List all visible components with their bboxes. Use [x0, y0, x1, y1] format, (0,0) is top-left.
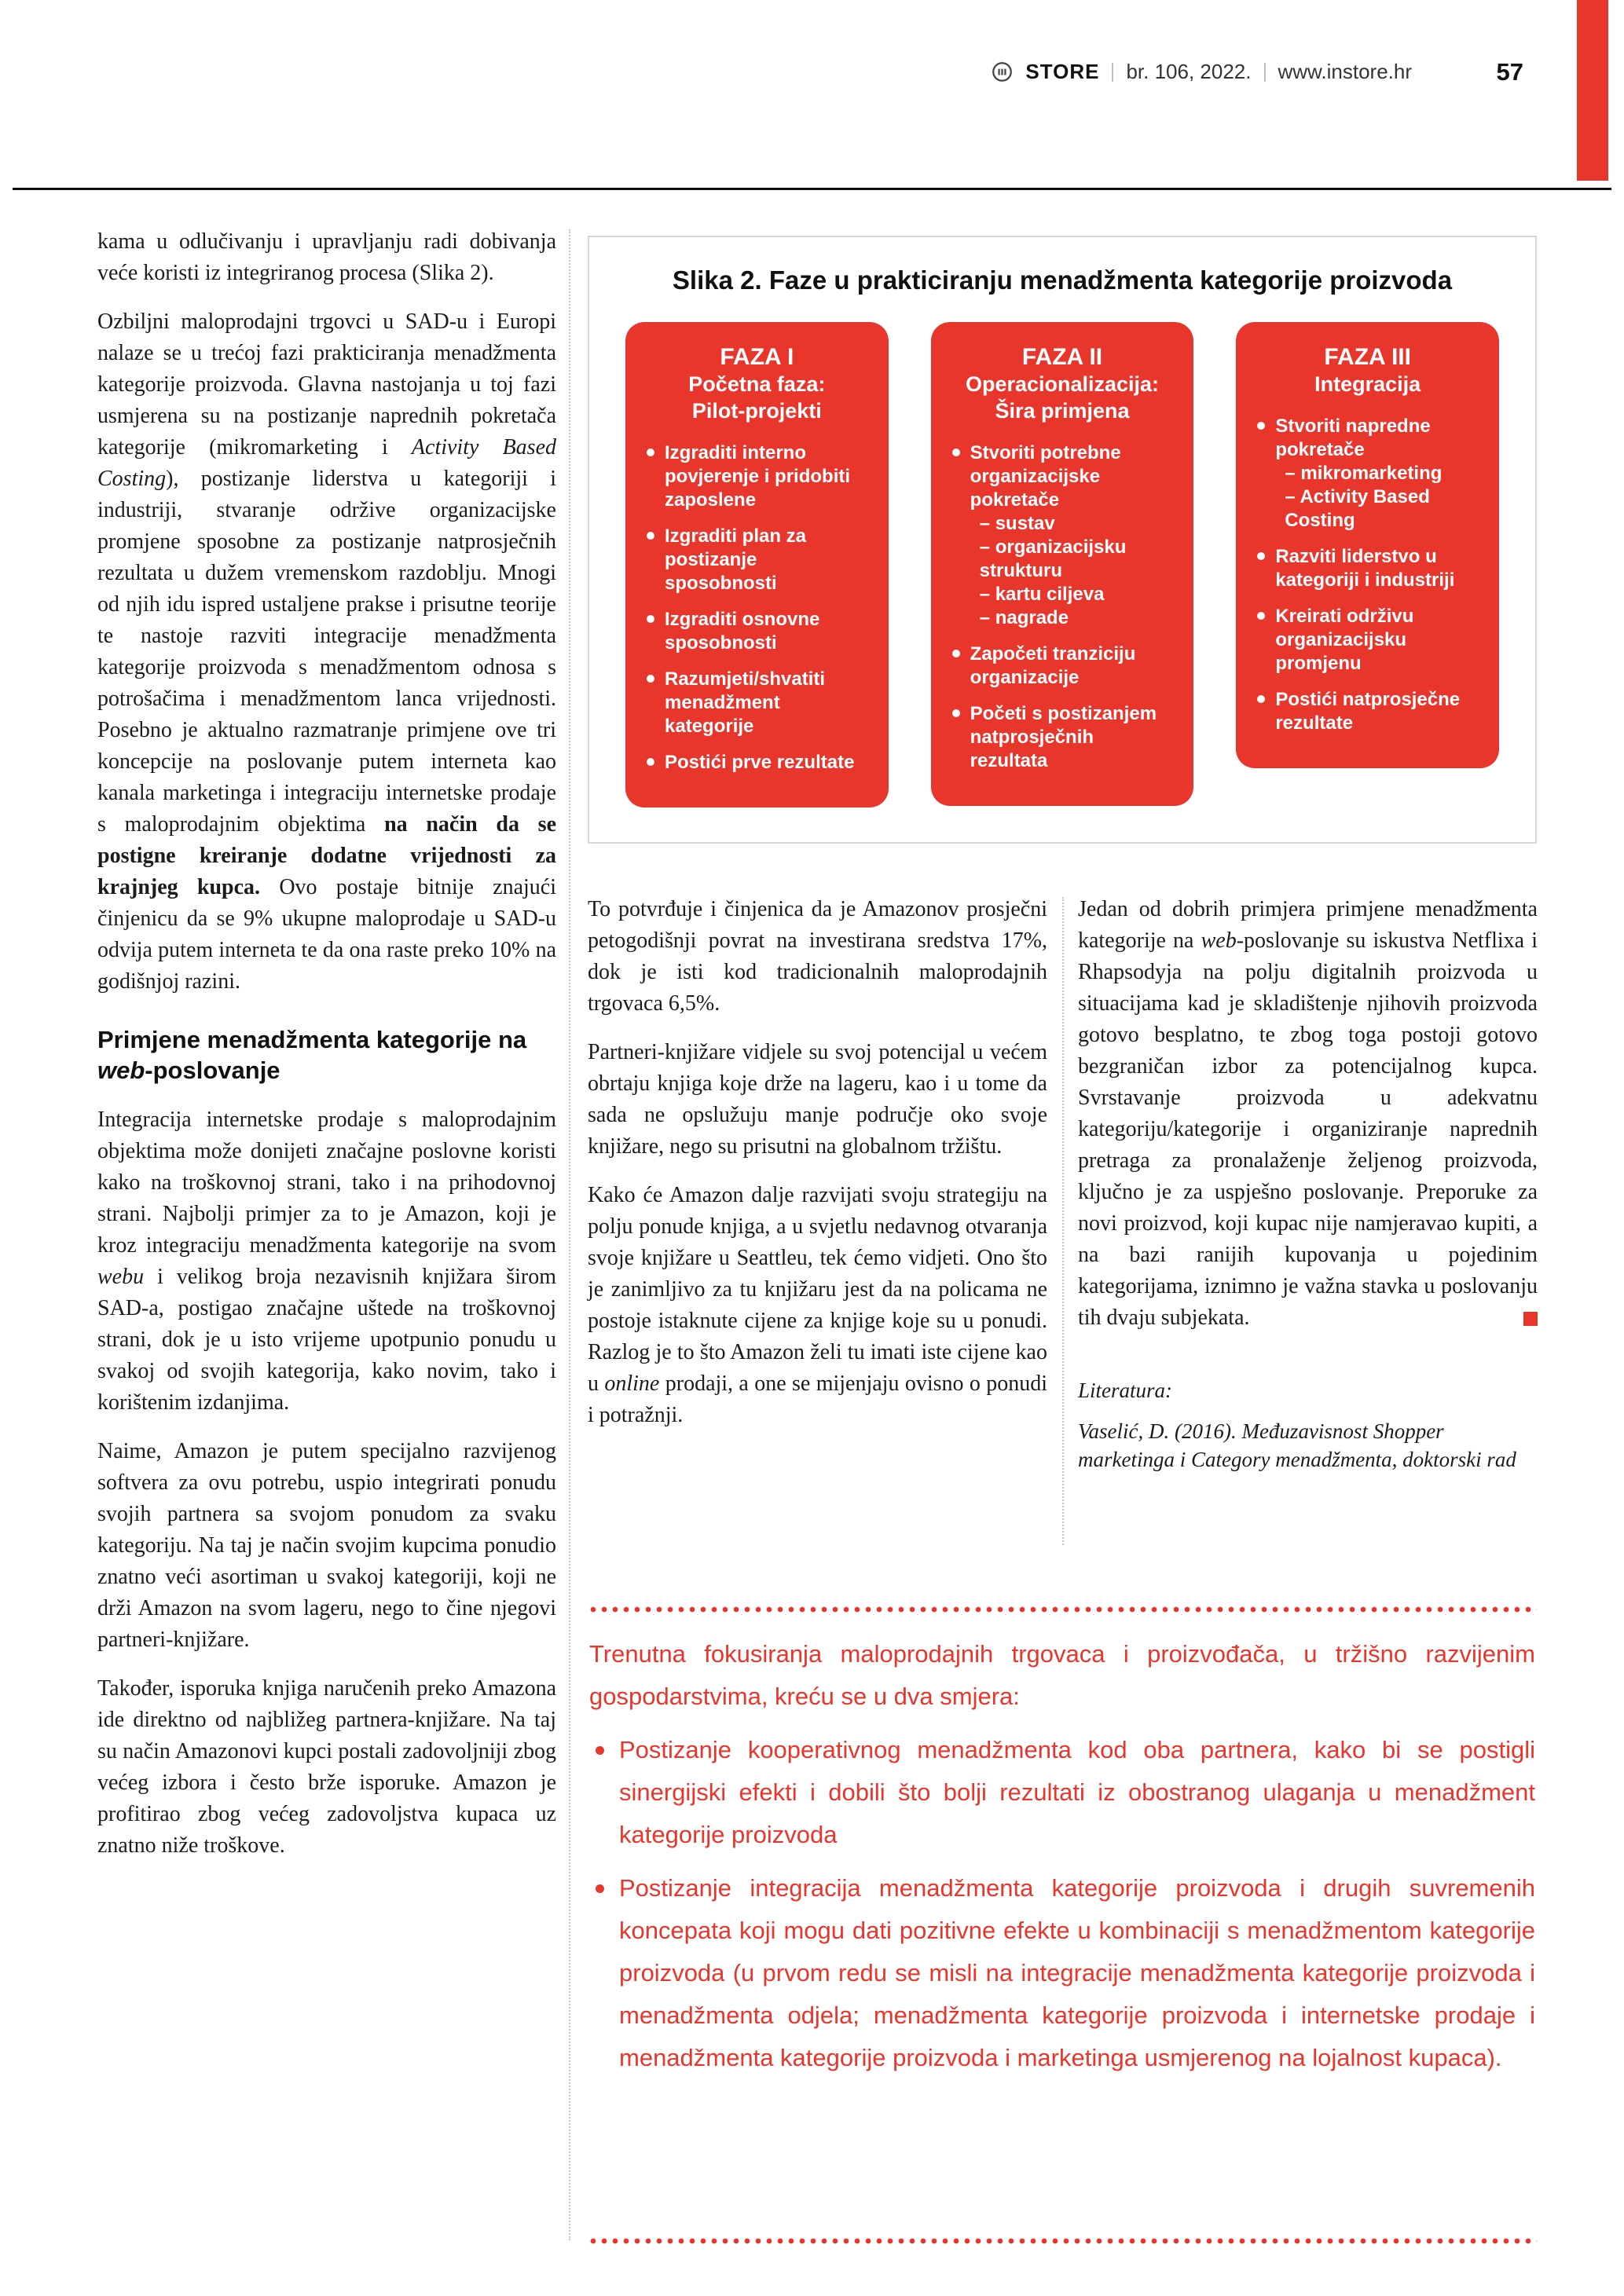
dotted-rule-top	[588, 1606, 1537, 1613]
instore-logo-icon	[992, 61, 1013, 82]
website-url: www.instore.hr	[1278, 60, 1412, 83]
phase-item: Postići prve rezultate	[643, 751, 871, 774]
phase-item-text: Stvoriti potrebne organizacijske pokretače	[970, 442, 1121, 511]
header-divider	[1112, 63, 1113, 82]
middle-text-column	[588, 894, 1047, 1448]
body-paragraph: Ozbiljni maloprodajni trgovci u SAD-u i Europi nalaze se u trećoj fazi prakticiranja menadžmenta kategorije proizvoda. Glavna nastojanja u toj fazi usmjerena su na postizanje naprednih pokretača kategorije (mikromarketing i Activity Based Costing), postizanje liderstva u kategoriji i industriji, stvaranje održive organizacijske promjene sposobne za postizanje natprosječnih rezultata u dužem vremenskom razdoblju. Mnogi od njih idu ispred ustaljene prakse i prisutne teorije te nastoje razviti integracije menadžmenta kategorije proizvoda s menadžmentom odnosa s potrošačima i menadžmentom lanca vrijednosti. Posebno je aktualno razmatranje primjene ove tri koncepcije na poslovanje putem interneta kao kanala marketinga i integraciju internetske prodaje s maloprodajnim objektima na način da se postigne kreiranje dodatne vrijednosti za krajnjeg kupca. Ovo postaje bitnije znajući činjenicu da se 9% ukupne maloprodaje u SAD-u odvija putem interneta te da ona raste preko 10% na godišnjoj razini.	[97, 309, 557, 994]
column-separator-middle	[1062, 897, 1064, 1545]
phase-item-text: Stvoriti napredne pokretače	[1275, 416, 1431, 460]
phase-subtitle: Integracija	[1314, 372, 1421, 396]
literature-label: Literatura:	[1078, 1379, 1173, 1402]
dotted-rule-bottom	[588, 2238, 1537, 2244]
literature-reference: Vaselić, D. (2016). Međuzavisnost Shopper marketinga i Category menadžmenta, doktorski rad	[1078, 1419, 1516, 1471]
phase-item: Izgraditi plan za postizanje sposobnosti	[643, 525, 871, 595]
left-text-column	[97, 226, 556, 1879]
phase-box-faza-2	[931, 322, 1194, 806]
body-paragraph: Jedan od dobrih primjera primjene menadžmenta kategorije na web-poslovanje su iskustva Netflixa i Rhapsodyja na polju digitalnih proizvoda u situacijama kad je skladištenje njihovih proizvoda gotovo besplatno, te zbog toga postoji gotovo bezgraničan izbor za potencijalnog kupca. Svrstavanje proizvoda u adekvatnu kategoriju/kategorije i organiziranje naprednih pretraga za pronalaženje željenog proizvoda, ključno je za uspješno poslovanje. Preporuke za novi proizvod, koji kupac nije namjeravao kupiti, a na bazi ranijih kupovanja u pojedinim kategorijama, iznimno je važna stavka u poslovanju tih dvaju subjekata.	[1078, 897, 1538, 1330]
body-paragraph: kama u odlučivanju i upravljanju radi dobivanja veće koristi iz integriranog procesa (Slika 2).	[97, 229, 556, 285]
phase-subtitle: Pilot-projekti	[691, 399, 822, 423]
highlight-body	[588, 1606, 1537, 2079]
phase-item: Izgraditi interno povjerenje i pridobiti zaposlene	[643, 441, 871, 512]
body-paragraph: Također, isporuka knjiga naručenih preko Amazona ide direktno od najbližeg partnera-knjižare. Na taj su način Amazonovi kupci postali zadovoljniji zbog većeg izbora i često brže isporuke. Amazon je profitirao zbog većeg zadovoljstva kupaca uz znatno niže troškove.	[97, 1676, 556, 1858]
phase-item	[948, 441, 1177, 630]
body-paragraph: Partneri-knjižare vidjele su svoj potencijal u većem obrtaju knjiga koje drže na lageru, kao i u tome da sada ne opslužuju manje područje oko svoje knjižare, nego su prisutni na globalnom tržištu.	[588, 1040, 1047, 1159]
highlight-bullet: Postizanje integracija menadžmenta kategorije proizvoda i drugih suvremenih koncepata koji mogu dati pozitivne efekte u kombinaciji s menadžmentom kategorije proizvoda (u prvom redu se misli na integracije menadžmenta kategorije proizvoda i menadžmenta odjela; menadžmenta kategorije proizvoda i internetske prodaje i menadžmenta kategorije proizvoda i marketinga usmjerenog na lojalnost kupaca).	[589, 1867, 1535, 2079]
article-end-paragraph-wrap	[1078, 894, 1538, 1334]
literature-section	[1078, 1376, 1538, 1474]
phase-box-faza-1	[625, 322, 889, 807]
phase-item: Kreirati održivu organizacijsku promjenu	[1253, 605, 1482, 676]
phase-item-list	[1253, 415, 1482, 735]
phase-subtitle: Šira primjena	[995, 399, 1130, 423]
phase-name: FAZA II	[1021, 344, 1103, 370]
highlight-bullet: Postizanje kooperativnog menadžmenta kod oba partnera, kako bi se postigli sinergijski efekti i dobili što bolji rezultati iz obostranog ulaganja u menadžment kategorije proizvoda	[589, 1729, 1535, 1856]
phase-item: Početi s postizanjem natprosječnih rezultata	[948, 702, 1177, 773]
phase-subitem: – nagrade	[980, 606, 1177, 630]
figure-title: Slika 2. Faze u prakticiranju menadžmenta kategorije proizvoda	[672, 265, 1453, 295]
body-paragraph: Integracija internetske prodaje s maloprodajnim objektima može donijeti značajne poslovne koristi kako na troškovnoj strani, tako i na prihodovnoj strani. Najbolji primjer za to je Amazon, koji je kroz integraciju menadžmenta kategorije na svom webu i velikog broja nezavisnih knjižara širom SAD-a, postigao značajne uštede na troškovnoj strani, dok je u isto vrijeme upotpunio ponudu u svakoj od svojih kategorija, kako novim, tako i korištenim izdanjima.	[97, 1108, 556, 1415]
figure-slika-2	[588, 236, 1537, 844]
highlight-box	[588, 1606, 1537, 2244]
phase-subitem: – sustav	[980, 512, 1177, 536]
phase-item-list	[948, 441, 1177, 773]
body-paragraph: To potvrđuje i činjenica da je Amazonov prosječni petogodišnji povrat na investirana sredstva 17%, dok je isti kod tradicionalnih maloprodajnih trgovaca 6,5%.	[588, 897, 1047, 1016]
highlight-bullet-list	[589, 1729, 1535, 2079]
phase-subtitle: Operacionalizacija:	[965, 372, 1160, 396]
phase-name: FAZA III	[1324, 344, 1411, 370]
phase-subtitle: Početna faza:	[688, 372, 826, 396]
header-rule	[13, 188, 1611, 190]
phase-item: Izgraditi osnovne sposobnosti	[643, 608, 871, 655]
phase-subitem: – mikromarketing	[1285, 462, 1482, 485]
phase-subitem: – kartu ciljeva	[980, 583, 1177, 606]
phase-item-list	[643, 441, 871, 774]
phase-item: Razumjeti/shvatiti menadžment kategorije	[643, 668, 871, 738]
end-of-article-marker	[1523, 1312, 1538, 1326]
section-heading: Primjene menadžmenta kategorije na web-poslovanje	[97, 1026, 527, 1084]
phase-item: Postići natprosječne rezultate	[1253, 688, 1482, 735]
phase-subitem: – Activity Based Costing	[1285, 485, 1482, 533]
body-paragraph: Naime, Amazon je putem specijalno razvijenog softvera za ovu potrebu, uspio integrirati ponudu svojih partnera sa svojom ponudom za svaku kategoriju. Na taj je način svojim kupcima ponudio znatno veći asortiman u svakoj kategoriji, koji ne drži Amazon na svom lageru, nego to čine njegovi partneri-knjižare.	[97, 1439, 556, 1652]
phase-subitem: – organizacijsku strukturu	[980, 536, 1177, 583]
header-divider	[1264, 63, 1266, 82]
body-paragraph: Kako će Amazon dalje razvijati svoju strategiju na polju ponude knjiga, a u svjetlu nedavnog otvaranja svoje knjižare u Seattleu, tek ćemo vidjeti. Ono što je zanimljivo za tu knjižaru jest da na policama ne postoje istaknute cijene za knjige koje su u ponudi. Razlog je to što Amazon želi tu imati iste cijene kao u online prodaji, a one se mijenjaju ovisno o ponudi i potražnji.	[588, 1183, 1048, 1427]
phase-item: Razviti liderstvo u kategoriji i industriji	[1253, 545, 1482, 592]
phase-box-faza-3	[1236, 322, 1499, 768]
phase-item	[1253, 415, 1482, 533]
magazine-brand: STORE	[1025, 60, 1100, 83]
page-number: 57	[1496, 58, 1523, 86]
phase-name: FAZA I	[720, 344, 794, 370]
phase-item: Započeti tranziciju organizacije	[948, 643, 1177, 690]
corner-accent-bar	[1577, 0, 1608, 181]
column-separator-left	[569, 229, 570, 2240]
issue-number: br. 106, 2022.	[1126, 60, 1252, 83]
page-header	[992, 60, 1412, 84]
right-text-column	[1078, 894, 1538, 1474]
highlight-intro: Trenutna fokusiranja maloprodajnih trgovaca i proizvođača, u tržišno razvijenim gospodarstvima, kreću se u dva smjera:	[589, 1640, 1535, 1710]
phase-row	[625, 322, 1499, 807]
